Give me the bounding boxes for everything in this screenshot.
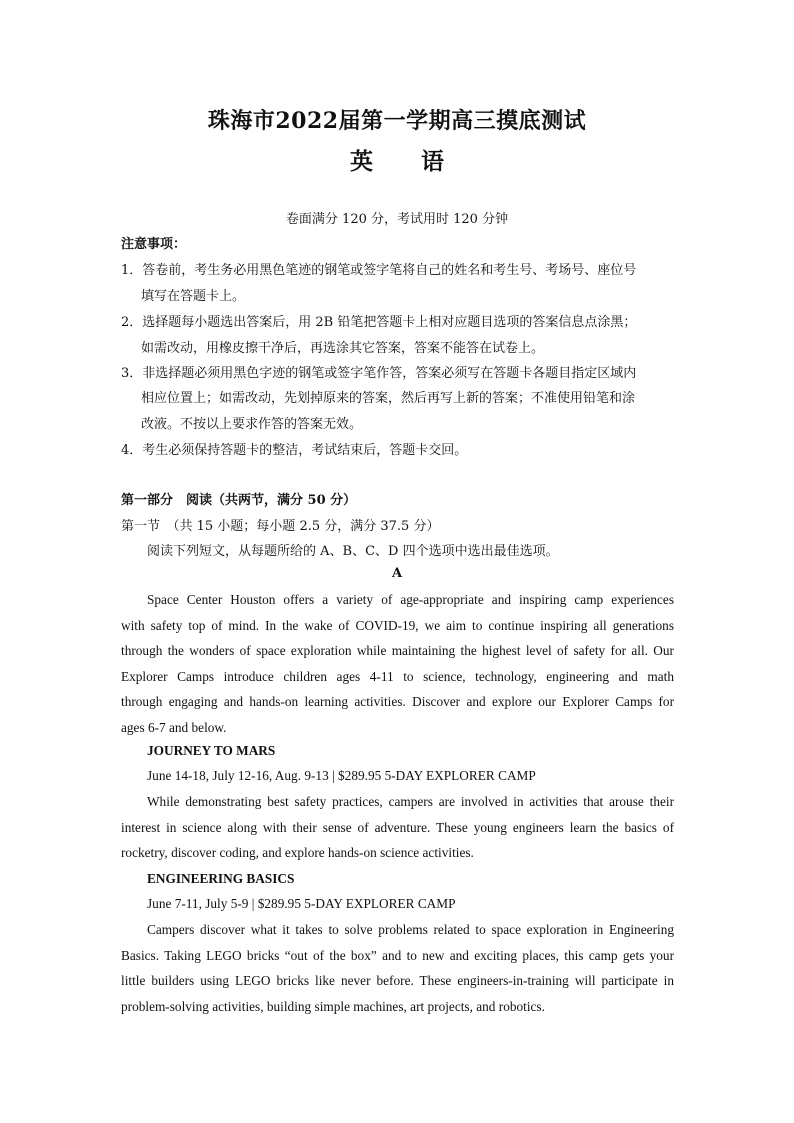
part-title: 第一部分 阅读（共两节，满分 50 分） — [121, 493, 357, 508]
camp-1-name: JOURNEY TO MARS — [147, 743, 276, 758]
camp-2-desc-line: Basics. Taking LEGO bricks “out of the box” and to new and exciting places, this camp gets your — [121, 947, 674, 963]
exam-title: 珠海市2022届第一学期高三摸底测试 — [207, 108, 587, 134]
camp-2-desc-line: little builders using LEGO bricks like never before. These engineers-in-training will participate in — [121, 973, 674, 989]
camp-1-desc-line: rocketry, discover coding, and explore hands-on science activities. — [121, 845, 474, 861]
subject-title: 英 语 — [349, 148, 464, 175]
reading-instruction: 阅读下列短文，从每题所给的 A、B、C、D 四个选项中选出最佳选项。 — [147, 544, 559, 559]
camp-2-name: ENGINEERING BASICS — [147, 871, 295, 886]
intro-line: through engaging and hands-on learning activities. Discover and explore our Explorer Camps for — [121, 694, 674, 710]
exam-info: 卷面满分 120 分，考试用时 120 分钟 — [285, 212, 509, 227]
intro-line: through the wonders of space exploration while maintaining the highest level of safety for all. Our — [121, 643, 674, 659]
camp-2-desc-line: Campers discover what it takes to solve problems related to space exploration in Engineering — [147, 922, 674, 937]
notice-label: 注意事项： — [121, 237, 187, 252]
section-title: 第一节 （共 15 小题；每小题 2.5 分，满分 37.5 分） — [121, 519, 440, 534]
intro-line: with safety top of mind. In the wake of COVID-19, we aim to continue inspiring all generations — [121, 617, 674, 633]
passage-label: A — [391, 566, 403, 581]
camp-2-description — [121, 917, 674, 1019]
intro-line: Explorer Camps introduce children ages 4-11 to science, technology, engineering and math — [121, 668, 674, 684]
notice-item-3-line-3: 改液。不按以上要求作答的答案无效。 — [141, 417, 363, 432]
intro-line: Space Center Houston offers a variety of age-appropriate and inspiring camp experiences — [147, 592, 674, 607]
notice-item-2-line-1: 2．选择题每小题选出答案后，用 2B 铅笔把答题卡上相对应题目选项的答案信息点涂黑； — [121, 315, 637, 330]
notice-item-3-line-2: 相应位置上；如需改动，先划掉原来的答案，然后再写上新的答案；不准使用铅笔和涂 — [141, 391, 636, 406]
camp-2-schedule: June 7-11, July 5-9 | $289.95 5-DAY EXPLORER CAMP — [147, 896, 456, 911]
intro-line: ages 6-7 and below. — [121, 719, 227, 735]
camp-1-desc-line: interest in science along with their sense of adventure. These young engineers learn the basics of — [121, 819, 674, 835]
notice-item-3-line-1: 3．非选择题必须用黑色字迹的钢笔或签字笔作答，答案必须写在答题卡各题目指定区域内 — [121, 366, 637, 381]
camp-2-desc-line: problem-solving activities, building simple machines, art projects, and robotics. — [121, 998, 545, 1014]
camp-1-description — [121, 789, 674, 866]
notice-item-1-line-1: 1．答卷前，考生务必用黑色笔迹的钢笔或签字笔将自己的姓名和考生号、考场号、座位号 — [121, 263, 637, 278]
camp-1-schedule: June 14-18, July 12-16, Aug. 9-13 | $289.95 5-DAY EXPLORER CAMP — [147, 768, 536, 783]
notice-item-1-line-2: 填写在答题卡上。 — [141, 289, 246, 304]
camp-1-desc-line: While demonstrating best safety practices, campers are involved in activities that arouse their — [147, 794, 674, 809]
notice-item-2-line-2: 如需改动，用橡皮擦干净后，再选涂其它答案，答案不能答在试卷上。 — [141, 341, 545, 356]
passage-intro — [121, 587, 674, 741]
notice-item-4-line-1: 4．考生必须保持答题卡的整洁，考试结束后，答题卡交回。 — [121, 443, 468, 458]
